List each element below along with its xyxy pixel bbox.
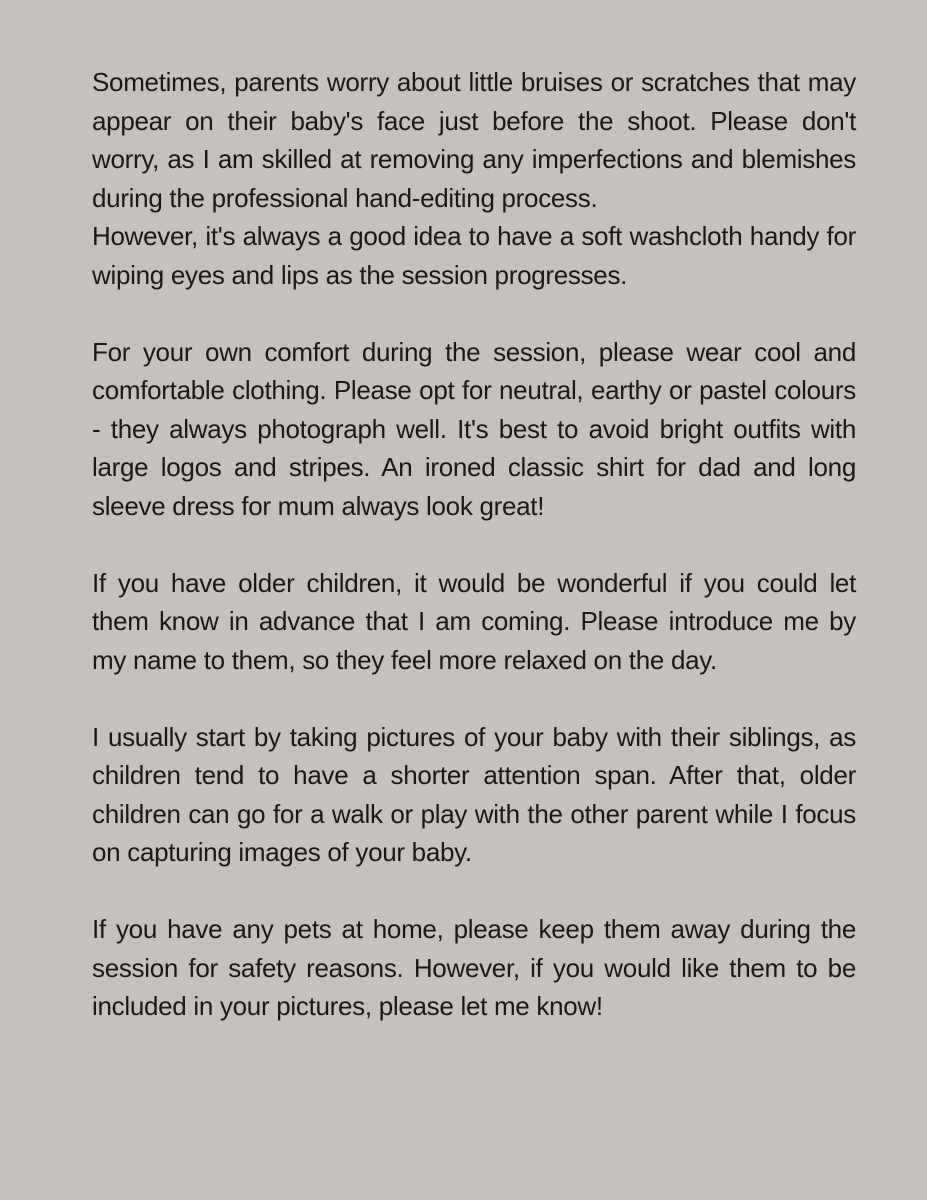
paragraph-pets: If you have any pets at home, please keep them away during the session for safety reasons. However, if you would like them to be included in your pictures, please let me know!	[92, 914, 856, 1021]
text-block-siblings	[92, 718, 856, 872]
paragraph-older-children: If you have older children, it would be wonderful if you could let them know in advance that I am coming. Please introduce me by my name to them, so they feel more relaxed on the day.	[92, 567, 856, 675]
text-block-bruises	[92, 63, 856, 294]
paragraph-clothing: For your own comfort during the session, please wear cool and comfortable clothing. Please opt for neutral, earthy or pastel colours - they always photograph well. It's best to avoid bright outfits with large logos and stripes. An ironed classic shirt for dad and long sleeve dress for mum always look great!	[92, 336, 856, 521]
paragraph-siblings: I usually start by taking pictures of your baby with their siblings, as children tend to have a shorter attention span. After that, older children can go for a walk or play with the other parent while I focus on capturing images of your baby.	[92, 721, 856, 867]
text-block-older-children	[92, 564, 856, 680]
paragraph-bruises: Sometimes, parents worry about little bruises or scratches that may appear on their baby's face just before the shoot. Please don't worry, as I am skilled at removing any imperfections and blemishes during the professional hand-editing process.	[92, 67, 856, 213]
paragraph-washcloth: However, it's always a good idea to have a soft washcloth handy for wiping eyes and lips as the session progresses.	[92, 221, 856, 290]
document-content	[92, 63, 856, 1026]
text-block-pets	[92, 910, 856, 1026]
text-block-clothing	[92, 333, 856, 526]
